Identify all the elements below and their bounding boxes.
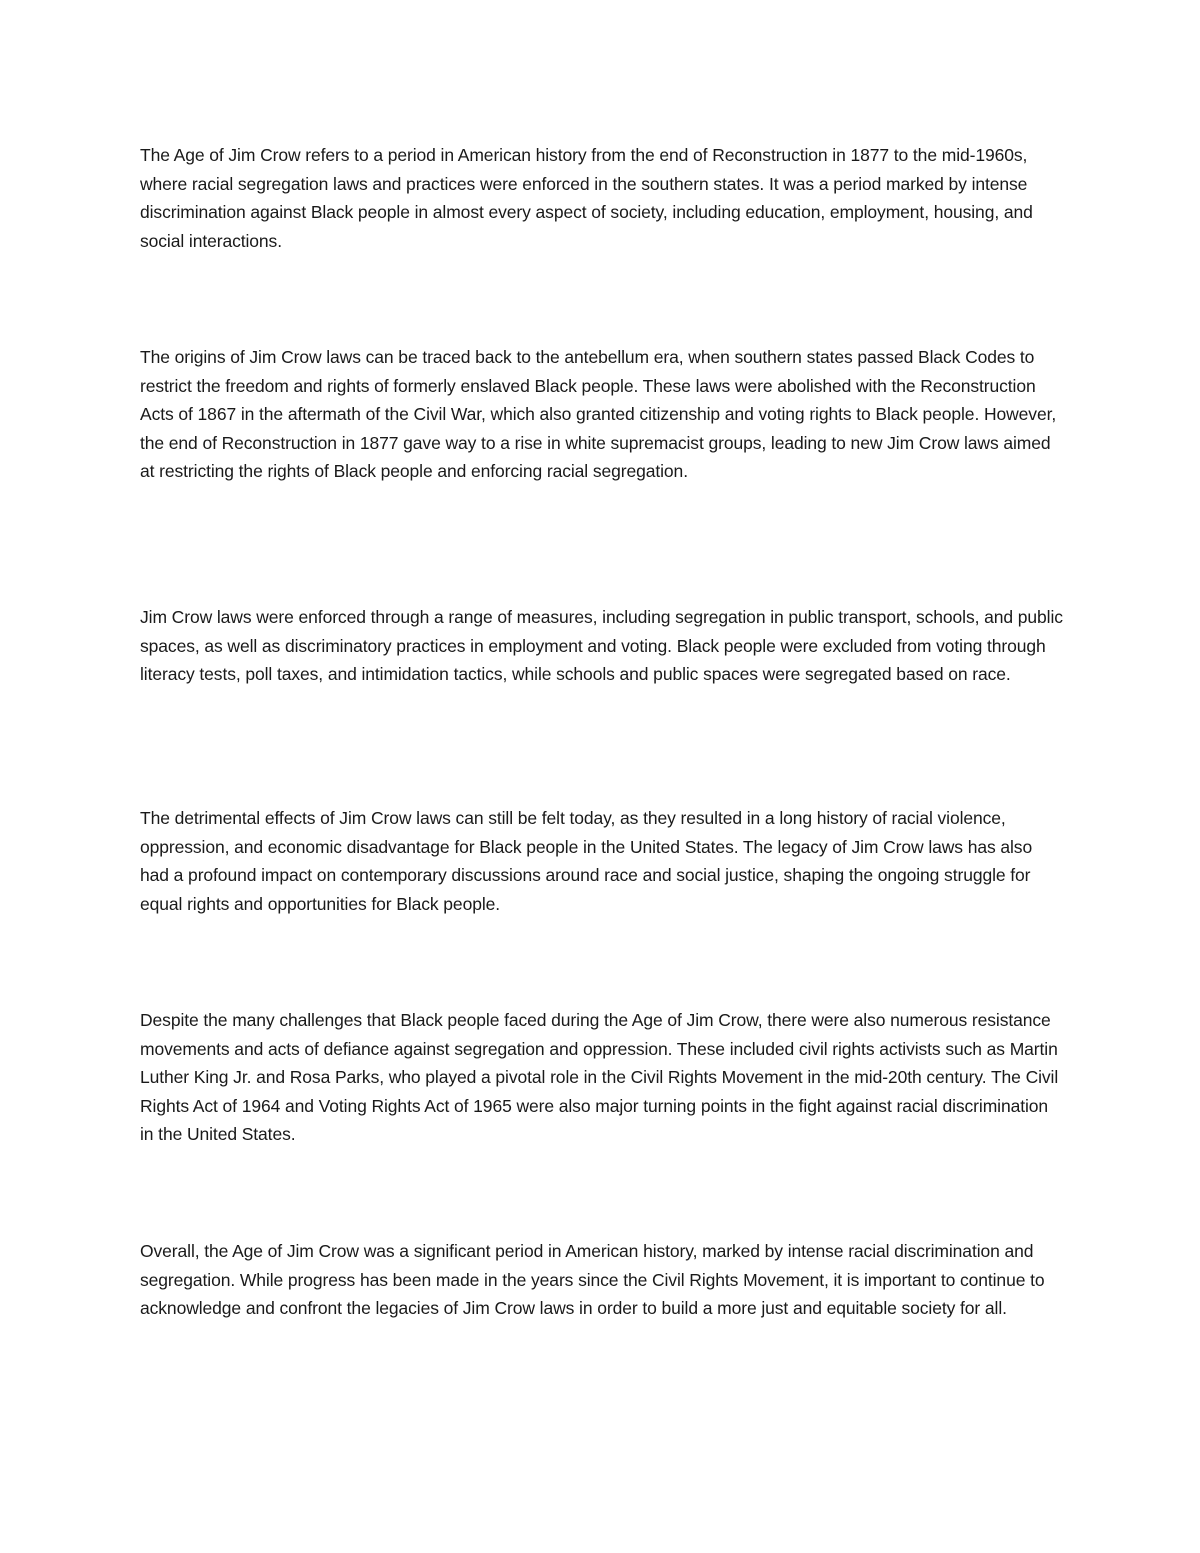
paragraph-origins: The origins of Jim Crow laws can be traced back to the antebellum era, when southern states passed Black Codes to restrict the freedom and rights of formerly enslaved Black people. These laws were abolished with the Reconstruction Acts of 1867 in the aftermath of the Civil War, which also granted citizenship and voting rights to Black people. However, the end of Reconstruction in 1877 gave way to a rise in white supremacist groups, leading to new Jim Crow laws aimed at restricting the rights of Black people and enforcing racial segregation. — [140, 347, 1057, 482]
paragraph-conclusion: Overall, the Age of Jim Crow was a significant period in American history, marked by intense racial discrimination and segregation. While progress has been made in the years since the Civil Rights Movement, it is important to continue to acknowledge and confront the legacies of Jim Crow laws in order to build a more just and equitable society for all. — [140, 1241, 1045, 1319]
paragraph-intro: The Age of Jim Crow refers to a period in American history from the end of Reconstruction in 1877 to the mid-1960s, where racial segregation laws and practices were enforced in the southern states. It was a period marked by intense discrimination against Black people in almost every aspect of society, including education, employment, housing, and social interactions. — [140, 145, 1033, 251]
paragraph-enforcement: Jim Crow laws were enforced through a range of measures, including segregation in public transport, schools, and public spaces, as well as discriminatory practices in employment and voting. Black people were excluded from voting through literacy tests, poll taxes, and intimidation tactics, while schools and public spaces were segregated based on race. — [140, 607, 1063, 685]
paragraph-resistance: Despite the many challenges that Black people faced during the Age of Jim Crow, there were also numerous resistance movements and acts of defiance against segregation and oppression. These included civil rights activists such as Martin Luther King Jr. and Rosa Parks, who played a pivotal role in the Civil Rights Movement in the mid-20th century. The Civil Rights Act of 1964 and Voting Rights Act of 1965 were also major turning points in the fight against racial discrimination in the United States. — [140, 1010, 1059, 1145]
paragraph-effects: The detrimental effects of Jim Crow laws can still be felt today, as they resulted in a long history of racial violence, oppression, and economic disadvantage for Black people in the United States. The legacy of Jim Crow laws has also had a profound impact on contemporary discussions around race and social justice, shaping the ongoing struggle for equal rights and opportunities for Black people. — [140, 808, 1033, 914]
